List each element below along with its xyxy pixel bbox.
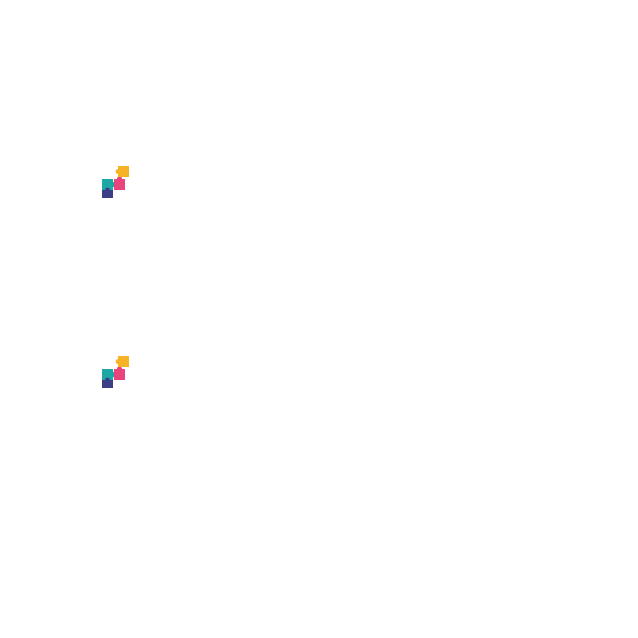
puzzle-icon xyxy=(100,165,134,199)
puzzle-icon xyxy=(100,355,134,389)
section-heading-budget xyxy=(138,165,499,185)
